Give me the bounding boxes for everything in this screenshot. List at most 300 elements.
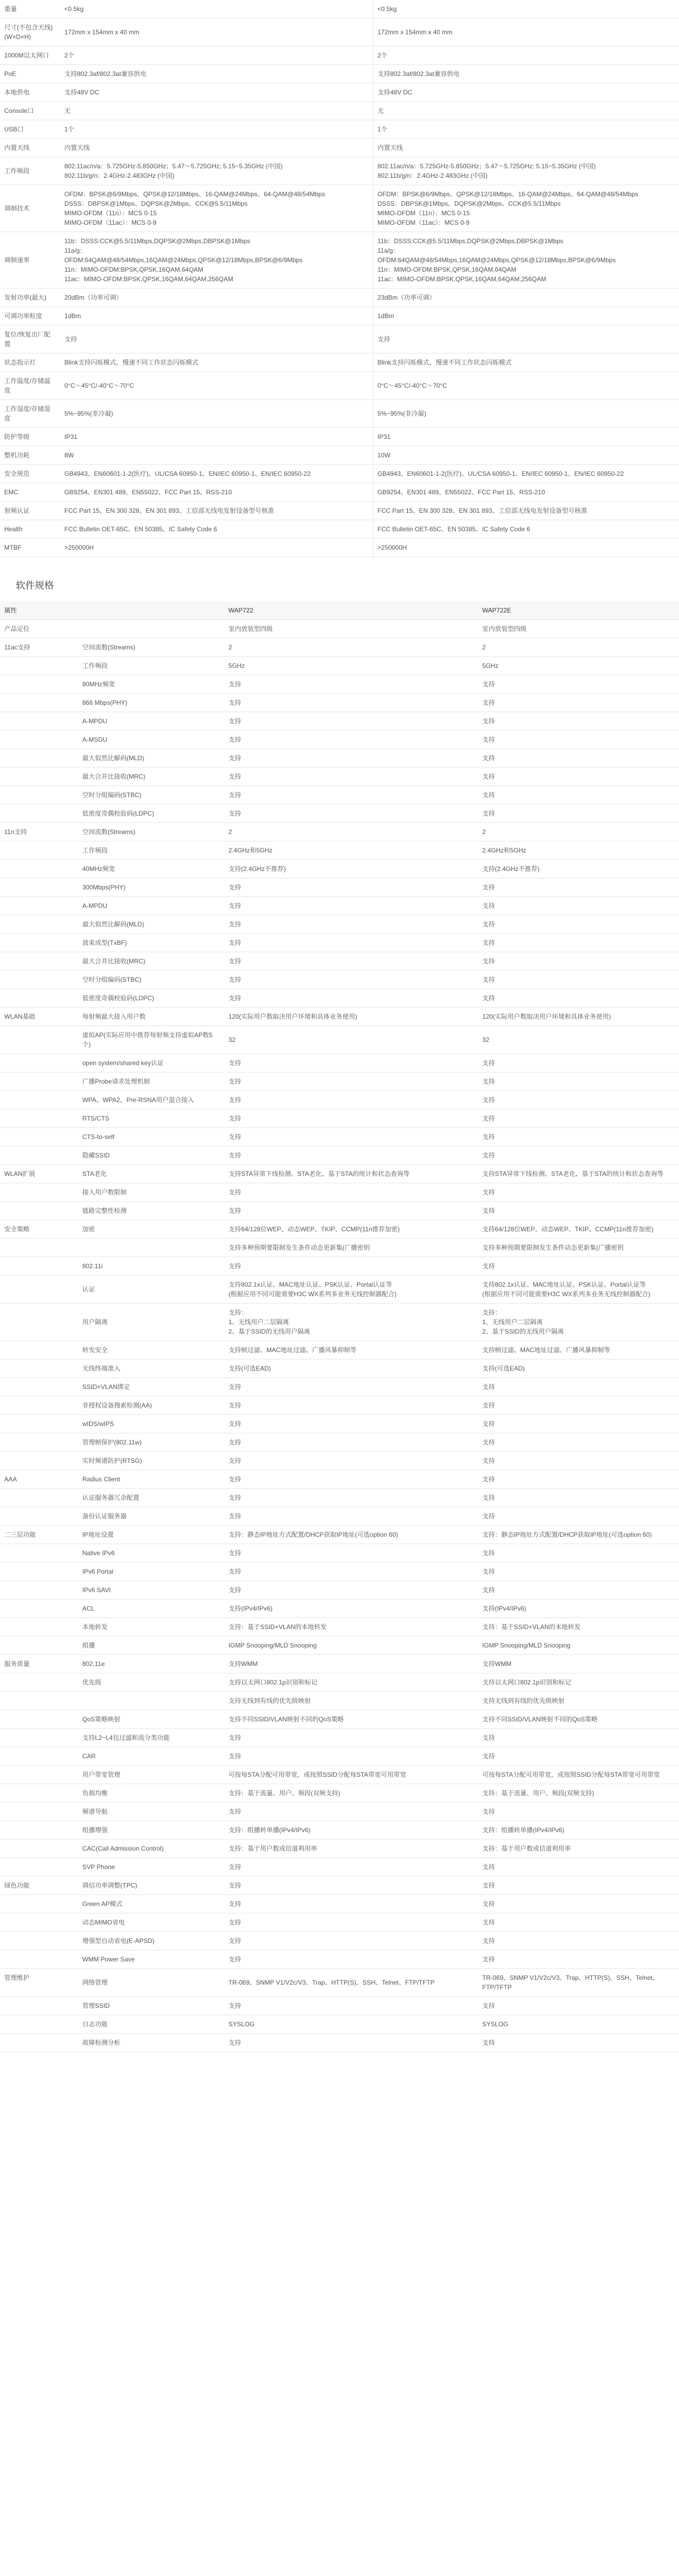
software-value-a: 支持WMM	[224, 1655, 478, 1673]
hardware-value-b: OFDM：BPSK@6/9Mbps、QPSK@12/18Mbps、16-QAM@24Mbps、64-QAM@48/54Mbps DSSS：DBPSK@1Mbps、DQPSK@2Mbps、CCK@5.5/11Mbps MIMO-OFDM（11n）：MCS 0-15 MIMO-OFDM（11ac）：MCS 0-9	[373, 185, 679, 232]
software-value-a: 支持	[224, 1581, 478, 1600]
software-group	[0, 860, 78, 878]
software-feature: 低密度奇偶校验码(LDPC)	[78, 989, 224, 1008]
hardware-label: 发射功率(最大)	[0, 289, 60, 307]
software-feature: 非授权设备搜索检测(AA)	[78, 1396, 224, 1415]
hardware-label: Health	[0, 520, 60, 539]
software-feature: A-MSDU	[78, 731, 224, 749]
software-value-a: 支持	[224, 1415, 478, 1433]
software-value-b: 支持	[478, 1747, 679, 1766]
software-feature: 频谱导航	[78, 1803, 224, 1821]
software-feature: 低密度奇偶校验码(LDPC)	[78, 805, 224, 823]
software-row	[0, 1729, 679, 1747]
software-feature: 认证	[78, 1276, 224, 1304]
software-row	[0, 731, 679, 749]
software-value-a: 支持：组播转单播(IPv4/IPv6)	[224, 1821, 478, 1840]
software-value-b: 支持	[478, 934, 679, 952]
software-value-a: 支持(可选EAD)	[224, 1359, 478, 1378]
software-row	[0, 1054, 679, 1072]
software-value-a: 5GHz	[224, 657, 478, 675]
software-value-a: 支持	[224, 1183, 478, 1202]
software-value-a: 支持	[224, 1858, 478, 1876]
software-group	[0, 1276, 78, 1304]
software-row	[0, 1913, 679, 1932]
hardware-label: 工作频段	[0, 157, 60, 185]
software-feature: 802.11e	[78, 1655, 224, 1673]
software-value-b: 支持	[478, 675, 679, 694]
software-group	[0, 841, 78, 860]
software-value-b: 2	[478, 638, 679, 657]
software-feature	[78, 1239, 224, 1257]
software-value-a: 支持	[224, 1803, 478, 1821]
software-feature: 虚拟AP(实际应用中推荐每射频支持虚拟AP数5个)	[78, 1026, 224, 1054]
software-value-a: 支持	[224, 934, 478, 952]
software-feature: 无线终端准入	[78, 1359, 224, 1378]
software-feature: IP地址设置	[78, 1526, 224, 1544]
hardware-value-a: 1个	[60, 120, 373, 139]
software-row	[0, 1396, 679, 1415]
hardware-value-a: 无	[60, 102, 373, 120]
software-value-a: 支持不同SSID/VLAN映射不同的QoS策略	[224, 1710, 478, 1729]
hardware-value-b: 内置天线	[373, 139, 679, 157]
software-value-a: 支持	[224, 897, 478, 915]
software-row	[0, 1969, 679, 1997]
software-group	[0, 897, 78, 915]
hardware-row	[0, 465, 679, 483]
software-row	[0, 1747, 679, 1766]
software-value-b: 支持	[478, 878, 679, 897]
hardware-value-b: GB4943、EN60601-1-2(医疗)、UL/CSA 60950-1、EN/IEC 60950-1、EN/IEC 60950-22	[373, 465, 679, 483]
software-feature: 本地转发	[78, 1618, 224, 1636]
hardware-label: 调制速率	[0, 232, 60, 289]
hardware-label: 射频认证	[0, 502, 60, 520]
software-feature: 802.11i	[78, 1257, 224, 1276]
software-feature: 动态MIMO省电	[78, 1913, 224, 1932]
hardware-label: 状态指示灯	[0, 353, 60, 372]
software-value-b: 支持	[478, 768, 679, 786]
software-row	[0, 1026, 679, 1054]
hardware-value-a: FCC Bulletin OET-65C、EN 50385、IC Safety Code 6	[60, 520, 373, 539]
software-group: WLAN扩展	[0, 1165, 78, 1183]
software-value-b: 支持多种预期要限制发生条件动态更新集(广播密钥	[478, 1239, 679, 1257]
software-group	[0, 1950, 78, 1969]
hardware-value-a: 0°C～45°C/-40°C～70°C	[60, 372, 373, 400]
software-feature: SSID+VLAN绑定	[78, 1378, 224, 1396]
software-row	[0, 1655, 679, 1673]
software-value-b: 支持	[478, 1072, 679, 1091]
software-value-a: 支持	[224, 1378, 478, 1396]
software-feature: 增强型自动省电(E-APSD)	[78, 1932, 224, 1950]
software-value-a: 支持	[224, 915, 478, 934]
hardware-row	[0, 428, 679, 446]
software-group	[0, 1239, 78, 1257]
software-feature: WMM Power Save	[78, 1950, 224, 1969]
hardware-value-a: 20dBm（功率可调）	[60, 289, 373, 307]
software-value-b: 支持	[478, 694, 679, 712]
hardware-row	[0, 65, 679, 83]
software-group	[0, 934, 78, 952]
software-value-a: 支持STA异常下线检测、STA老化、基于STA的统计和状态查询等	[224, 1165, 478, 1183]
software-feature: 波束成型(TxBF)	[78, 934, 224, 952]
software-value-b: 支持	[478, 786, 679, 805]
software-feature: RTS/CTS	[78, 1109, 224, 1128]
hardware-value-b: FCC Part 15、EN 300 328、EN 301 893、工信部无线电发射设备型号核准	[373, 502, 679, 520]
hardware-row	[0, 307, 679, 325]
software-value-a: IGMP Snooping/MLD Snooping	[224, 1636, 478, 1655]
software-value-a: 支持无线到有线的优先级映射	[224, 1692, 478, 1710]
hardware-row	[0, 102, 679, 120]
software-feature: 备份认证服务器	[78, 1507, 224, 1526]
software-feature: CAC(Call Admission Control)	[78, 1840, 224, 1858]
hardware-label: 内置天线	[0, 139, 60, 157]
software-value-b: 支持	[478, 915, 679, 934]
software-value-a: 支持	[224, 1257, 478, 1276]
software-feature: 空时分组编码(STBC)	[78, 971, 224, 989]
software-feature: IPv6 Portal	[78, 1563, 224, 1581]
software-feature: STA老化	[78, 1165, 224, 1183]
software-value-b: 支持(2.4GHz不推荐)	[478, 860, 679, 878]
software-row	[0, 1858, 679, 1876]
software-group	[0, 1257, 78, 1276]
software-row	[0, 952, 679, 971]
hardware-label: 安全规范	[0, 465, 60, 483]
software-row	[0, 2034, 679, 2052]
software-group	[0, 2034, 78, 2052]
software-group	[0, 1378, 78, 1396]
software-value-a: 支持	[224, 805, 478, 823]
software-row	[0, 1784, 679, 1803]
header-attr: 属性	[0, 601, 224, 620]
software-value-b: 支持： 1、无线用户二层隔离 2、基于SSID的无线用户隔离	[478, 1304, 679, 1341]
hardware-row	[0, 18, 679, 46]
software-value-b: 支持	[478, 1146, 679, 1165]
software-value-a: 支持	[224, 712, 478, 731]
software-feature: SVP Phone	[78, 1858, 224, 1876]
software-row	[0, 1452, 679, 1470]
software-value-a: 支持	[224, 1091, 478, 1109]
software-row	[0, 1673, 679, 1692]
software-value-b: 支持	[478, 1452, 679, 1470]
hardware-value-a: IP31	[60, 428, 373, 446]
hardware-row	[0, 353, 679, 372]
software-row	[0, 657, 679, 675]
hardware-label: PoE	[0, 65, 60, 83]
software-feature: 空时分组编码(STBC)	[78, 786, 224, 805]
software-value-b: 支持	[478, 1950, 679, 1969]
hardware-row	[0, 483, 679, 502]
software-feature: 支持L2~L4包过滤和流分类功能	[78, 1729, 224, 1747]
software-feature: 300Mbps(PHY)	[78, 878, 224, 897]
software-group	[0, 1544, 78, 1563]
software-group: WLAN基础	[0, 1008, 78, 1026]
software-value-a: 支持： 1、无线用户二层隔离 2、基于SSID的无线用户隔离	[224, 1304, 478, 1341]
hardware-label: 可调功率粒度	[0, 307, 60, 325]
software-row	[0, 878, 679, 897]
software-group	[0, 1840, 78, 1858]
software-group	[0, 694, 78, 712]
software-row	[0, 1239, 679, 1257]
software-value-a: 支持	[224, 1950, 478, 1969]
software-group: 安全策略	[0, 1220, 78, 1239]
software-group	[0, 1636, 78, 1655]
software-group	[0, 1729, 78, 1747]
hardware-label: 调制技术	[0, 185, 60, 232]
software-group	[0, 786, 78, 805]
software-value-b: 支持	[478, 952, 679, 971]
hardware-row	[0, 120, 679, 139]
software-value-b: 室内放装型四级	[478, 620, 679, 638]
software-row	[0, 1710, 679, 1729]
software-row	[0, 915, 679, 934]
software-feature: 优先级	[78, 1673, 224, 1692]
software-group	[0, 1803, 78, 1821]
hardware-value-b: 1dBm	[373, 307, 679, 325]
header-model-a: WAP722	[224, 601, 478, 620]
software-value-b: SYSLOG	[478, 2015, 679, 2034]
hardware-value-b: <0.5kg	[373, 0, 679, 18]
software-row	[0, 897, 679, 915]
software-table-header	[0, 601, 679, 620]
header-model-b: WAP722E	[478, 601, 679, 620]
software-row	[0, 971, 679, 989]
software-feature: 用户隔离	[78, 1304, 224, 1341]
software-feature: 工作频段	[78, 841, 224, 860]
software-value-a: 支持	[224, 1470, 478, 1489]
software-value-b: 支持以太网口802.1p识别和标记	[478, 1673, 679, 1692]
software-value-b: 支持帧过滤、MAC地址过滤、广播风暴抑制等	[478, 1341, 679, 1359]
software-row	[0, 1895, 679, 1913]
software-group: 11n支持	[0, 823, 78, 841]
hardware-value-b: >250000H	[373, 539, 679, 557]
hardware-row	[0, 157, 679, 185]
hardware-value-b: 0°C～45°C/-40°C～70°C	[373, 372, 679, 400]
software-feature: 最大合并比接收(MRC)	[78, 952, 224, 971]
software-row	[0, 1489, 679, 1507]
hardware-value-b: 5%~95%(非冷凝)	[373, 400, 679, 428]
software-row	[0, 1433, 679, 1452]
software-value-b: 支持	[478, 1433, 679, 1452]
hardware-row	[0, 400, 679, 428]
hardware-row	[0, 232, 679, 289]
hardware-value-b: GB9254、EN301 489、EN55022、FCC Part 15、RSS-210	[373, 483, 679, 502]
hardware-value-a: 2个	[60, 46, 373, 65]
software-value-a: 支持	[224, 1895, 478, 1913]
software-row	[0, 1165, 679, 1183]
software-feature: 实时频谱防护(RTSG)	[78, 1452, 224, 1470]
hardware-label: EMC	[0, 483, 60, 502]
software-feature: CTS-to-self	[78, 1128, 224, 1146]
software-value-b: 支持	[478, 1378, 679, 1396]
software-group	[0, 915, 78, 934]
software-row	[0, 1544, 679, 1563]
software-value-b: 支持	[478, 1876, 679, 1895]
software-feature: ACL	[78, 1600, 224, 1618]
software-group	[0, 1433, 78, 1452]
software-group	[0, 1932, 78, 1950]
software-value-a: 支持	[224, 768, 478, 786]
software-feature: CAR	[78, 1747, 224, 1766]
software-group	[0, 1747, 78, 1766]
software-value-a: 支持(2.4GHz不推荐)	[224, 860, 478, 878]
software-value-a: 室内放装型四级	[224, 620, 478, 638]
software-feature: 用户带宽管理	[78, 1766, 224, 1784]
software-value-b: 120(实际用户数取决用户环境和具体业务使用)	[478, 1008, 679, 1026]
software-feature: wIDS/wIPS	[78, 1415, 224, 1433]
hardware-value-b: 10W	[373, 446, 679, 465]
software-feature: Radius Client	[78, 1470, 224, 1489]
software-value-b: 2.4GHz和5GHz	[478, 841, 679, 860]
software-group	[0, 1673, 78, 1692]
software-value-a: 支持	[224, 1747, 478, 1766]
hardware-row	[0, 502, 679, 520]
software-row	[0, 1072, 679, 1091]
hardware-value-b: 172mm x 154mm x 40 mm	[373, 18, 679, 46]
software-value-a: 支持	[224, 1544, 478, 1563]
software-value-b: 支持(IPv4/IPv6)	[478, 1600, 679, 1618]
software-feature: 80MHz频宽	[78, 675, 224, 694]
software-value-b: 支持	[478, 1202, 679, 1220]
software-feature: QoS策略映射	[78, 1710, 224, 1729]
software-value-a: 支持多种预期要限制发生条件动态更新集(广播密钥	[224, 1239, 478, 1257]
software-group	[0, 1054, 78, 1072]
software-group	[0, 1507, 78, 1526]
software-group	[0, 1146, 78, 1165]
hardware-row	[0, 446, 679, 465]
software-group	[0, 657, 78, 675]
hardware-value-a: 11b：DSSS:CCK@5.5/11Mbps,DQPSK@2Mbps,DBPSK@1Mbps 11a/g： OFDM:64QAM@48/54Mbps,16QAM@24Mbps,QPSK@12/18Mbps,BPSK@6/9Mbps 11n：MIMO-OFDM:BPSK,QPSK,16QAM,64QAM 11ac：MIMO-OFDM:BPSK,QPSK,16QAM,64QAM,256QAM	[60, 232, 373, 289]
software-group	[0, 1489, 78, 1507]
hardware-value-b: 支持802.3af/802.3at兼容供电	[373, 65, 679, 83]
hardware-value-a: 172mm x 154mm x 40 mm	[60, 18, 373, 46]
software-group	[0, 805, 78, 823]
hardware-label: 整机功耗	[0, 446, 60, 465]
software-feature: 调信功率调整(TPC)	[78, 1876, 224, 1895]
hardware-row	[0, 0, 679, 18]
software-group	[0, 1563, 78, 1581]
software-row	[0, 620, 679, 638]
software-value-a: 2	[224, 638, 478, 657]
software-value-b: 支持	[478, 1109, 679, 1128]
software-feature: Native IPv6	[78, 1544, 224, 1563]
software-value-b: 支持	[478, 1858, 679, 1876]
software-feature: 最大似然比解码(MLD)	[78, 749, 224, 768]
software-group: 产品定位	[0, 620, 78, 638]
software-value-b: 支持	[478, 1729, 679, 1747]
software-row	[0, 2015, 679, 2034]
software-value-a: 支持	[224, 1146, 478, 1165]
software-feature: 负载均衡	[78, 1784, 224, 1803]
software-feature: A-MPDU	[78, 712, 224, 731]
software-value-a: 支持	[224, 1433, 478, 1452]
software-value-b: 支持	[478, 971, 679, 989]
software-value-a: 支持	[224, 1128, 478, 1146]
software-value-b: 支持	[478, 1913, 679, 1932]
software-value-a: 支持802.1x认证、MAC地址认证、PSK认证、Portal认证等 (根据应用不同可能需要H3C WX系列多业务无线控制器配合)	[224, 1276, 478, 1304]
software-value-a: 2	[224, 823, 478, 841]
hardware-value-a: >250000H	[60, 539, 373, 557]
hardware-value-a: 8W	[60, 446, 373, 465]
hardware-row	[0, 139, 679, 157]
software-group	[0, 1026, 78, 1054]
software-value-a: 支持	[224, 1729, 478, 1747]
hardware-value-a: 内置天线	[60, 139, 373, 157]
software-feature: 日志功能	[78, 2015, 224, 2034]
software-group	[0, 675, 78, 694]
software-row	[0, 768, 679, 786]
software-group	[0, 1581, 78, 1600]
software-group: 管理维护	[0, 1969, 78, 1997]
software-feature	[78, 1692, 224, 1710]
software-feature: 故障检测分析	[78, 2034, 224, 2052]
software-row	[0, 1378, 679, 1396]
software-group	[0, 1692, 78, 1710]
software-feature: 最大合并比接收(MRC)	[78, 768, 224, 786]
software-value-b: 支持：基于SSID+VLAN的本地转发	[478, 1618, 679, 1636]
software-feature: Green AP模式	[78, 1895, 224, 1913]
software-value-b: 支持802.1x认证、MAC地址认证、PSK认证、Portal认证等 (根据应用不同可能需要H3C WX系列多业务无线控制器配合)	[478, 1276, 679, 1304]
software-feature: IPv6 SAVI	[78, 1581, 224, 1600]
hardware-label: Console口	[0, 102, 60, 120]
software-value-a: 支持	[224, 971, 478, 989]
software-value-a: 支持64/128位WEP、动态WEP、TKIP、CCMP(11n推荐加密)	[224, 1220, 478, 1239]
software-group: 二三层功能	[0, 1526, 78, 1544]
software-feature: 空间流数(Streams)	[78, 823, 224, 841]
software-row	[0, 786, 679, 805]
software-value-b: 支持	[478, 712, 679, 731]
software-value-b: 支持：基于流量、用户、频段(双频支持)	[478, 1784, 679, 1803]
software-value-b: 支持	[478, 1544, 679, 1563]
software-value-b: 支持	[478, 1997, 679, 2015]
software-value-a: 支持	[224, 1876, 478, 1895]
software-value-a: 2.4GHz和5GHz	[224, 841, 478, 860]
software-value-a: 支持	[224, 1913, 478, 1932]
hardware-value-b: IP31	[373, 428, 679, 446]
software-row	[0, 1257, 679, 1276]
software-group	[0, 971, 78, 989]
software-row	[0, 1581, 679, 1600]
software-group	[0, 1091, 78, 1109]
software-value-b: 支持	[478, 1489, 679, 1507]
software-feature: A-MPDU	[78, 897, 224, 915]
hardware-label: 尺寸(不包含天线)(W×D×H)	[0, 18, 60, 46]
software-feature: 40MHz频宽	[78, 860, 224, 878]
software-row	[0, 860, 679, 878]
software-value-b: 支持WMM	[478, 1655, 679, 1673]
software-feature: 最大似然比解码(MLD)	[78, 915, 224, 934]
hardware-value-b: 支持48V DC	[373, 83, 679, 102]
software-value-a: 支持	[224, 1109, 478, 1128]
software-value-a: 支持	[224, 749, 478, 768]
software-group	[0, 1600, 78, 1618]
software-value-b: 支持	[478, 1128, 679, 1146]
software-feature	[78, 620, 224, 638]
software-value-b: 支持	[478, 805, 679, 823]
software-value-b: 支持	[478, 749, 679, 768]
software-value-a: 支持	[224, 1452, 478, 1470]
software-row	[0, 1470, 679, 1489]
software-group	[0, 1304, 78, 1341]
software-group	[0, 1913, 78, 1932]
software-value-b: 支持	[478, 897, 679, 915]
hardware-spec-table	[0, 0, 679, 557]
hardware-value-b: 802.11ac/n/a：5.725GHz-5.850GHz；5.47～5.725GHz; 5.15~5.35GHz (中国) 802.11b/g/n：2.4GHz-2.483GHz (中国)	[373, 157, 679, 185]
software-value-b: 支持	[478, 1183, 679, 1202]
software-feature: 空间流数(Streams)	[78, 638, 224, 657]
software-group	[0, 989, 78, 1008]
software-group	[0, 1997, 78, 2015]
hardware-value-b: 11b：DSSS:CCK@5.5/11Mbps,DQPSK@2Mbps,DBPSK@1Mbps 11a/g： OFDM:64QAM@48/54Mbps,16QAM@24Mbps,QPSK@12/18Mbps,BPSK@6/9Mbps 11n：MIMO-OFDM:BPSK,QPSK,16QAM,64QAM 11ac：MIMO-OFDM:BPSK,QPSK,16QAM,64QAM,256QAM	[373, 232, 679, 289]
software-value-a: 支持：静态IP地址方式配置/DHCP获取IP地址(可选option 60)	[224, 1526, 478, 1544]
